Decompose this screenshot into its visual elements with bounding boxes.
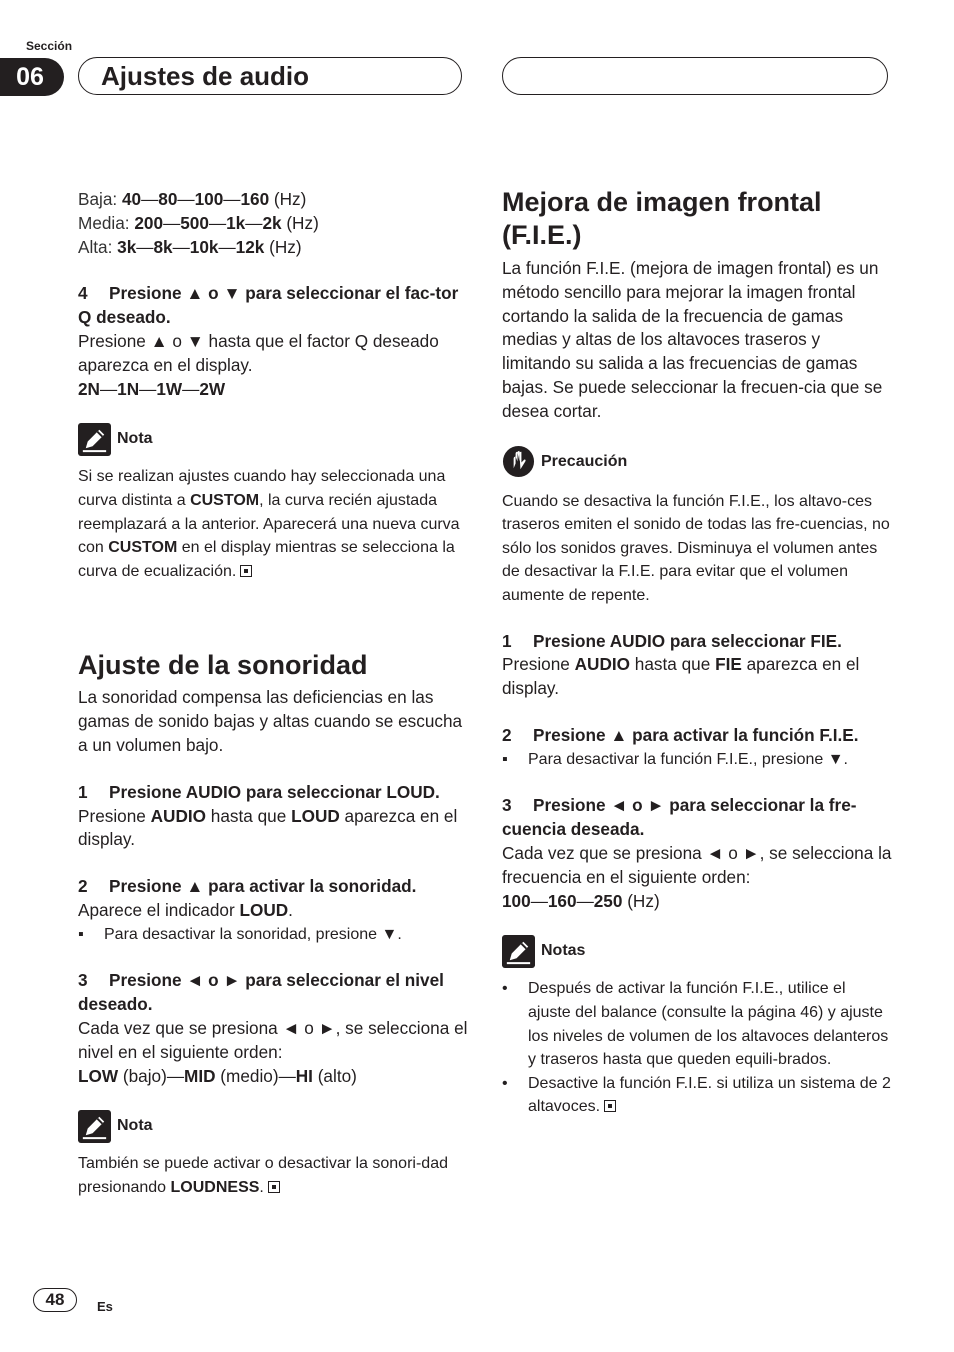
note-pencil-icon [78, 1110, 111, 1143]
step-4-title: 4 Presione ▲ o ▼ para seleccionar el fac-tor Q deseado. [78, 283, 459, 328]
end-mark-icon [604, 1100, 616, 1112]
notas-title: Notas [541, 942, 586, 960]
fie-step-1-body: Presione AUDIO hasta que FIE aparezca en el display. [502, 654, 860, 699]
sonoridad-intro: La sonoridad compensa las deficiencias en las gamas de sonido bajas y altas cuando se escucha a un volumen bajo. [78, 687, 463, 755]
freq-line-alta: Alta: 3k—8k—10k—12k (Hz) [78, 236, 302, 257]
nota-1-header [78, 421, 468, 457]
chapter-title [78, 57, 462, 95]
end-mark-icon [240, 565, 252, 577]
precaucion-header [502, 444, 892, 480]
freq-line-media: Media: 200—500—1k—2k (Hz) [78, 212, 319, 233]
fie-freq-values: 100—160—250 (Hz) [502, 890, 660, 911]
end-mark-icon [268, 1181, 280, 1193]
sonoridad-step-3-body: Cada vez que se presiona ◄ o ►, se selecciona el nivel en el siguiente orden: [78, 1017, 468, 1062]
language-code: Es [97, 1299, 113, 1314]
nota-2-title: Nota [117, 1117, 153, 1135]
freq-line-baja: Baja: 40—80—100—160 (Hz) [78, 189, 307, 209]
notas-item: • Desactive la función F.I.E. si utiliza un sistema de 2 altavoces. [502, 1074, 891, 1116]
right-column [502, 186, 892, 1119]
nota-1-text: Si se realizan ajustes cuando hay seleccionada una curva distinta a CUSTOM, la curva recién ajustada reemplazará a la anterior. Aparecerá una nueva curva con CUSTOM en el display mientras se selecciona la curva de ecualización. [78, 468, 460, 580]
note-pencil-icon [502, 935, 535, 968]
nota-2-header [78, 1108, 468, 1144]
fie-heading: Mejora de imagen frontal (F.I.E.) [502, 187, 822, 250]
fie-step-2-title: 2 Presione ▲ para activar la función F.I.E. [502, 724, 859, 745]
page-number: 48 [33, 1288, 77, 1312]
note-pencil-icon [78, 423, 111, 456]
chapter-title-text: Ajustes de audio [101, 60, 310, 91]
fie-step-2-bullet: ▪ Para desactivar la función F.I.E., presione ▼. [502, 750, 848, 768]
section-number-badge: 06 [0, 58, 64, 96]
sonoridad-step-3-title: 3 Presione ◄ o ► para seleccionar el nivel deseado. [78, 970, 444, 1015]
fie-intro: La función F.I.E. (mejora de imagen frontal) es un método sencillo para mejorar la imagen frontal cortando la salida de la frecuencia de gamas medias y altas de los altavoces traseros y limitando su salida a las frecuencias de gamas bajas. Se puede seleccionar la frecuen-cia que se desea cortar. [502, 258, 883, 421]
sonoridad-levels: LOW (bajo)—MID (medio)—HI (alto) [78, 1065, 357, 1086]
sonoridad-step-1-body: Presione AUDIO hasta que LOUD aparezca en el display. [78, 805, 458, 850]
notas-header [502, 933, 892, 969]
sonoridad-heading: Ajuste de la sonoridad [78, 650, 368, 681]
step-4-body: Presione ▲ o ▼ hasta que el factor Q deseado aparezca en el display. [78, 330, 439, 375]
caution-hand-icon [502, 445, 535, 478]
sonoridad-step-1-title: 1 Presione AUDIO para seleccionar LOUD. [78, 781, 440, 802]
left-column [78, 188, 468, 1199]
notas-item: • Después de activar la función F.I.E., utilice el ajuste del balance (consulte la página 46) y ajuste los niveles de volumen de los altavoces delanteros y traseros hasta que queden equili-brados. [502, 980, 889, 1069]
nota-2-text: También se puede activar o desactivar la sonori-dad presionando LOUDNESS. [78, 1155, 448, 1196]
nota-1-title: Nota [117, 430, 153, 448]
sonoridad-step-2-title: 2 Presione ▲ para activar la sonoridad. [78, 876, 417, 897]
fie-step-3-title: 3 Presione ◄ o ► para seleccionar la fre-cuencia deseada. [502, 795, 857, 840]
sonoridad-step-2-body: Aparece el indicador LOUD. [78, 899, 293, 920]
fie-step-3-body: Cada vez que se presiona ◄ o ►, se selecciona la frecuencia en el siguiente orden: [502, 842, 892, 887]
section-label: Sección [26, 39, 73, 53]
precaucion-title: Precaución [541, 452, 628, 470]
sonoridad-step-2-bullet: ▪ Para desactivar la sonoridad, presione ▼. [78, 925, 402, 943]
chapter-title-box-empty [502, 57, 888, 95]
q-values: 2N—1N—1W—2W [78, 378, 226, 399]
fie-step-1-title: 1 Presione AUDIO para seleccionar FIE. [502, 630, 842, 651]
precaucion-text: Cuando se desactiva la función F.I.E., los altavo-ces traseros emiten el sonido de todas las fre-cuencias, no sólo los sonidos graves. Disminuya el volumen antes de desactivar la F.I.E. para evitar que el volumen aumente de repente. [502, 492, 890, 604]
